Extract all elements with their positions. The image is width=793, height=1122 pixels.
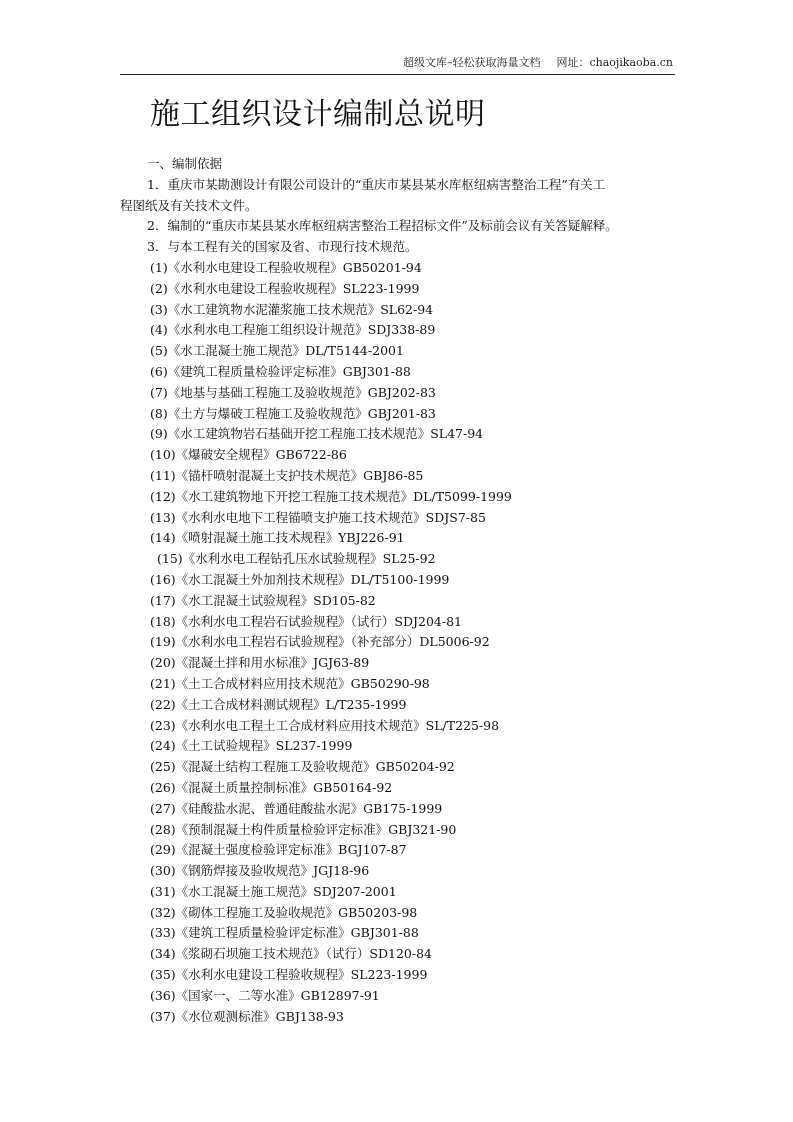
standard-item: (30)《钢筋焊接及验收规范》JGJ18-96 [150, 863, 370, 879]
standard-item: (15)《水利水电工程钻孔压水试验规程》SL25-92 [157, 551, 436, 567]
standard-item: (33)《建筑工程质量检验评定标准》GBJ301-88 [150, 925, 419, 941]
standard-item: (27)《硅酸盐水泥、普通硅酸盐水泥》GB175-1999 [150, 800, 443, 816]
standard-item: (8)《土方与爆破工程施工及验收规范》GBJ201-83 [150, 405, 436, 421]
header-url: 网址：chaojikaoba.cn [556, 56, 673, 69]
basis-item-2: 2．编制的“重庆市某县某水库枢纽病害整治工程招标文件”及标前会议有关答疑解释。 [147, 218, 618, 234]
standard-item: (32)《砌体工程施工及验收规范》GB50203-98 [150, 904, 418, 920]
standard-item: (34)《浆砌石坝施工技术规范》（试行）SD120-84 [150, 946, 432, 962]
standard-item: (29)《混凝土强度检验评定标准》BGJ107-87 [150, 842, 407, 858]
standard-item: (4)《水利水电工程施工组织设计规范》SDJ338-89 [150, 322, 436, 338]
standard-item: (13)《水利水电地下工程锚喷支护施工技术规范》SDJS7-85 [150, 509, 486, 525]
document-title: 施工组织设计编制总说明 [150, 97, 486, 132]
standard-item: (37)《水位观测标准》GBJ138-93 [150, 1008, 344, 1024]
standard-item: (16)《水工混凝土外加剂技术规程》DL/T5100-1999 [150, 571, 450, 587]
standard-item: (1)《水利水电建设工程验收规程》GB50201-94 [150, 259, 422, 275]
standard-item: (10)《爆破安全规程》GB6722-86 [150, 447, 347, 463]
standard-item: (5)《水工混凝土施工规范》DL/T5144-2001 [150, 343, 404, 359]
section-heading: 一、编制依据 [147, 156, 223, 171]
standard-item: (19)《水利水电工程岩石试验规程》（补充部分）DL5006-92 [150, 634, 490, 650]
standard-item: (25)《混凝土结构工程施工及验收规范》GB50204-92 [150, 759, 455, 775]
standard-item: (23)《水利水电工程土工合成材料应用技术规范》SL/T225-98 [150, 717, 500, 733]
header-site-name: 超级文库–轻松获取海量文档 [402, 56, 541, 69]
standard-item: (17)《水工混凝土试验规程》SD105-82 [150, 592, 376, 608]
basis-item-3: 3．与本工程有关的国家及省、市现行技术规范。 [147, 239, 418, 255]
standard-item: (20)《混凝土拌和用水标准》JGJ63-89 [150, 655, 370, 671]
standard-item: (22)《土工合成材料测试规程》L/T235-1999 [150, 696, 407, 712]
page-header [120, 56, 675, 75]
standard-item: (31)《水工混凝土施工规范》SDJ207-2001 [150, 883, 397, 899]
standard-item: (35)《水利水电建设工程验收规程》SL223-1999 [150, 967, 428, 983]
standard-item: (14)《喷射混凝土施工技术规程》YBJ226-91 [150, 530, 405, 546]
standard-item: (11)《锚杆喷射混凝土支护技术规范》GBJ86-85 [150, 467, 424, 483]
standard-item: (7)《地基与基础工程施工及验收规范》GBJ202-83 [150, 384, 436, 400]
standard-item: (28)《预制混凝土构件质量检验评定标准》GBJ321-90 [150, 821, 457, 837]
standard-item: (21)《土工合成材料应用技术规范》GB50290-98 [150, 675, 430, 691]
standard-item: (6)《建筑工程质量检验评定标准》GBJ301-88 [150, 363, 411, 379]
standard-item: (12)《水工建筑物地下开挖工程施工技术规范》DL/T5099-1999 [150, 488, 512, 504]
standard-item: (26)《混凝土质量控制标准》GB50164-92 [150, 779, 393, 795]
standard-item: (36)《国家一、二等水准》GB12897-91 [150, 987, 380, 1003]
standard-item: (18)《水利水电工程岩石试验规程》（试行）SDJ204-81 [150, 613, 462, 629]
document-body [120, 154, 676, 1027]
basis-item-1-line-2: 程图纸及有关技术文件。 [120, 197, 258, 213]
standard-item: (24)《土工试验规程》SL237-1999 [150, 738, 353, 754]
standard-item: (9)《水工建筑物岩石基础开挖工程施工技术规范》SL47-94 [150, 426, 484, 442]
standard-item: (3)《水工建筑物水泥灌浆施工技术规范》SL62-94 [150, 301, 434, 317]
header-text [403, 56, 673, 69]
standards-list [120, 258, 676, 1027]
standard-item: (2)《水利水电建设工程验收规程》SL223-1999 [150, 280, 420, 296]
basis-item-1-line-1: 1．重庆市某勘测设计有限公司设计的“重庆市某县某水库枢纽病害整治工程”有关工 [147, 176, 606, 192]
